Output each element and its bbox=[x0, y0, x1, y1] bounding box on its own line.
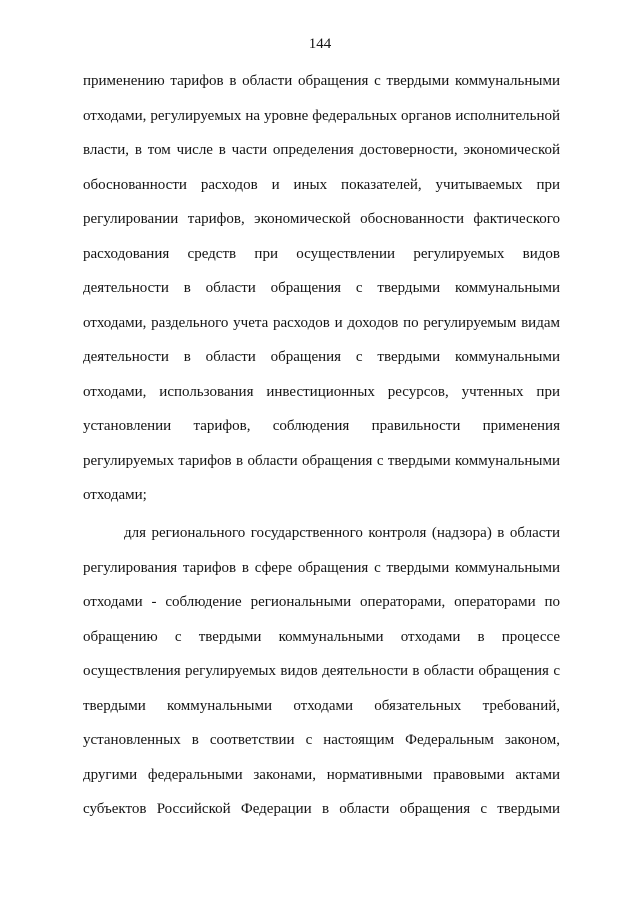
text-line: субъектов Российской Федерации в области обращения с твердыми bbox=[83, 801, 560, 817]
text-line: отходами - соблюдение региональными операторами, операторами по bbox=[83, 594, 560, 610]
text-line: другими федеральными законами, нормативными правовыми актами bbox=[83, 766, 560, 783]
text-line: обоснованности расходов и иных показателей, учитываемых при bbox=[83, 176, 560, 193]
text-line: регулируемых тарифов в области обращения с твердыми коммунальными bbox=[83, 452, 560, 469]
text-line: установленных в соответствии с настоящим Федеральным законом, bbox=[83, 732, 560, 748]
page-number: 144 bbox=[308, 36, 332, 52]
text-line: установлении тарифов, соблюдения правильности применения bbox=[83, 418, 560, 434]
text-line: применению тарифов в области обращения с твердыми коммунальными bbox=[83, 73, 560, 89]
text-line: расходования средств при осуществлении регулируемых видов bbox=[83, 245, 560, 262]
text-line: власти, в том числе в части определения достоверности, экономической bbox=[83, 142, 560, 158]
paragraph-1 bbox=[83, 64, 560, 513]
text-line: отходами, раздельного учета расходов и доходов по регулируемым видам bbox=[83, 314, 560, 331]
text-line: регулировании тарифов, экономической обоснованности фактического bbox=[83, 211, 560, 227]
text-line: осуществления регулируемых видов деятельности в области обращения с bbox=[83, 663, 560, 679]
text-line: деятельности в области обращения с твердыми коммунальными bbox=[83, 349, 560, 365]
text-line: твердыми коммунальными отходами обязательных требований, bbox=[83, 697, 560, 714]
text-line: отходами; bbox=[83, 487, 147, 503]
paragraph-2 bbox=[83, 516, 560, 827]
text-line: обращению с твердыми коммунальными отходами в процессе bbox=[83, 628, 560, 645]
text-line: регулирования тарифов в сфере обращения с твердыми коммунальными bbox=[83, 559, 560, 576]
text-line: отходами, использования инвестиционных ресурсов, учтенных при bbox=[83, 383, 560, 400]
text-line: деятельности в области обращения с твердыми коммунальными bbox=[83, 280, 560, 296]
text-line: для регионального государственного контроля (надзора) в области bbox=[124, 525, 560, 541]
text-line: отходами, регулируемых на уровне федеральных органов исполнительной bbox=[83, 107, 560, 124]
